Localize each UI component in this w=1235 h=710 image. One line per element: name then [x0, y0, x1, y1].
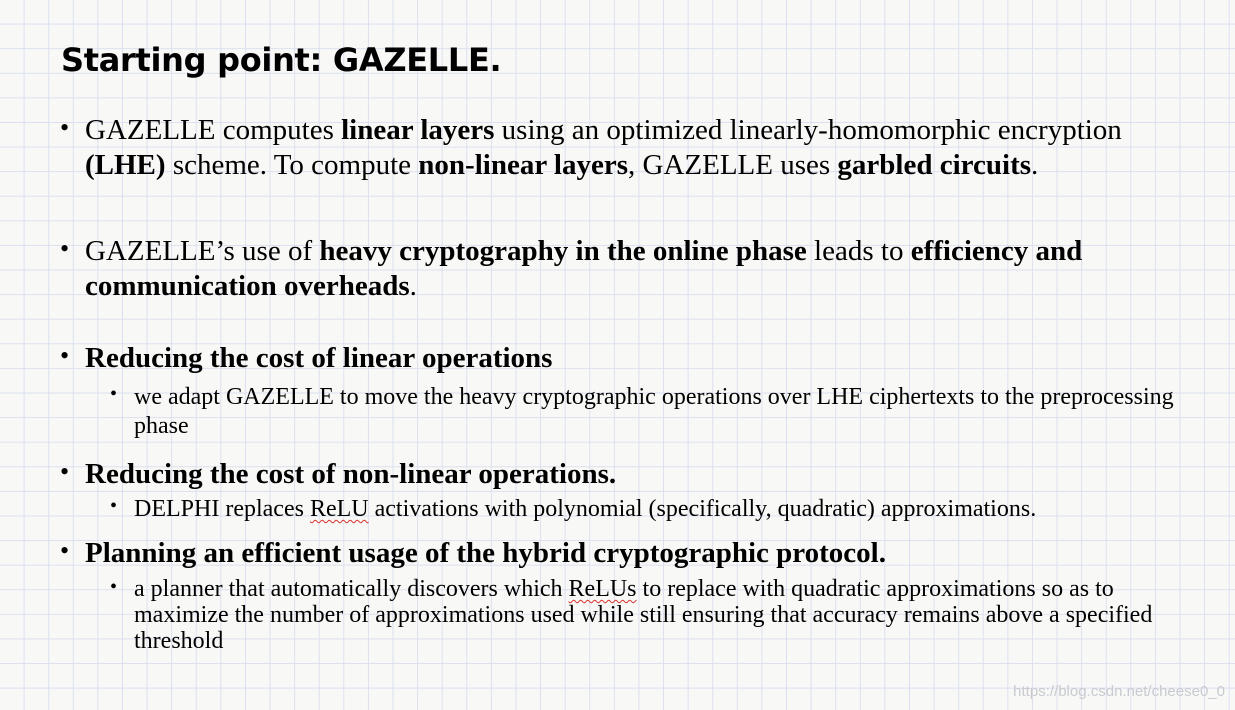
- bullet-dot: •: [60, 234, 70, 263]
- subbullet-dot: •: [110, 383, 118, 405]
- subbullet-planner: [110, 576, 1200, 654]
- spellcheck-term: ReLUs: [568, 576, 637, 602]
- bullet-heading: Reducing the cost of non-linear operations.: [85, 458, 617, 490]
- subbullet-text: a planner that automatically discovers which ReLUs to replace with quadratic approximations so as to maximize the number of approximations used while still ensuring that accuracy remains above a specified threshold: [134, 576, 1153, 654]
- subbullet-text: DELPHI replaces ReLU activations with polynomial (specifically, quadratic) approximations.: [134, 496, 1037, 522]
- spellcheck-term: ReLU: [309, 496, 369, 522]
- bullet-dot: •: [60, 341, 70, 370]
- subbullet-text: we adapt GAZELLE to move the heavy cryptographic operations over LHE ciphertexts to the preprocessing phase: [134, 384, 1174, 439]
- bullet-heading: Planning an efficient usage of the hybrid cryptographic protocol.: [85, 537, 886, 569]
- bullet-dot: •: [60, 113, 70, 142]
- bullet-planner: [60, 536, 1180, 570]
- bullet-text: GAZELLE computes linear layers using an optimized linearly-homomorphic encryption (LHE) scheme. To compute non-linear layers, GAZELLE uses garbled circuits.: [85, 114, 1122, 181]
- bullet-gazelle-layers: [60, 113, 1180, 183]
- bullet-nonlinear-ops: [60, 457, 1180, 491]
- subbullet-dot: •: [110, 495, 118, 517]
- bullet-text: GAZELLE’s use of heavy cryptography in the online phase leads to efficiency and communication overheads.: [85, 235, 1083, 302]
- bullet-dot: •: [60, 536, 70, 565]
- bullet-dot: •: [60, 457, 70, 486]
- bullet-gazelle-overheads: [60, 234, 1180, 304]
- subbullet-nonlinear-ops: [110, 495, 1200, 524]
- slide-title: Starting point: GAZELLE.: [61, 41, 502, 79]
- watermark: https://blog.csdn.net/cheese0_0: [1013, 683, 1225, 700]
- bullet-heading: Reducing the cost of linear operations: [85, 342, 553, 374]
- subbullet-dot: •: [110, 576, 118, 598]
- bullet-linear-ops: [60, 341, 1180, 375]
- subbullet-linear-ops: [110, 383, 1200, 441]
